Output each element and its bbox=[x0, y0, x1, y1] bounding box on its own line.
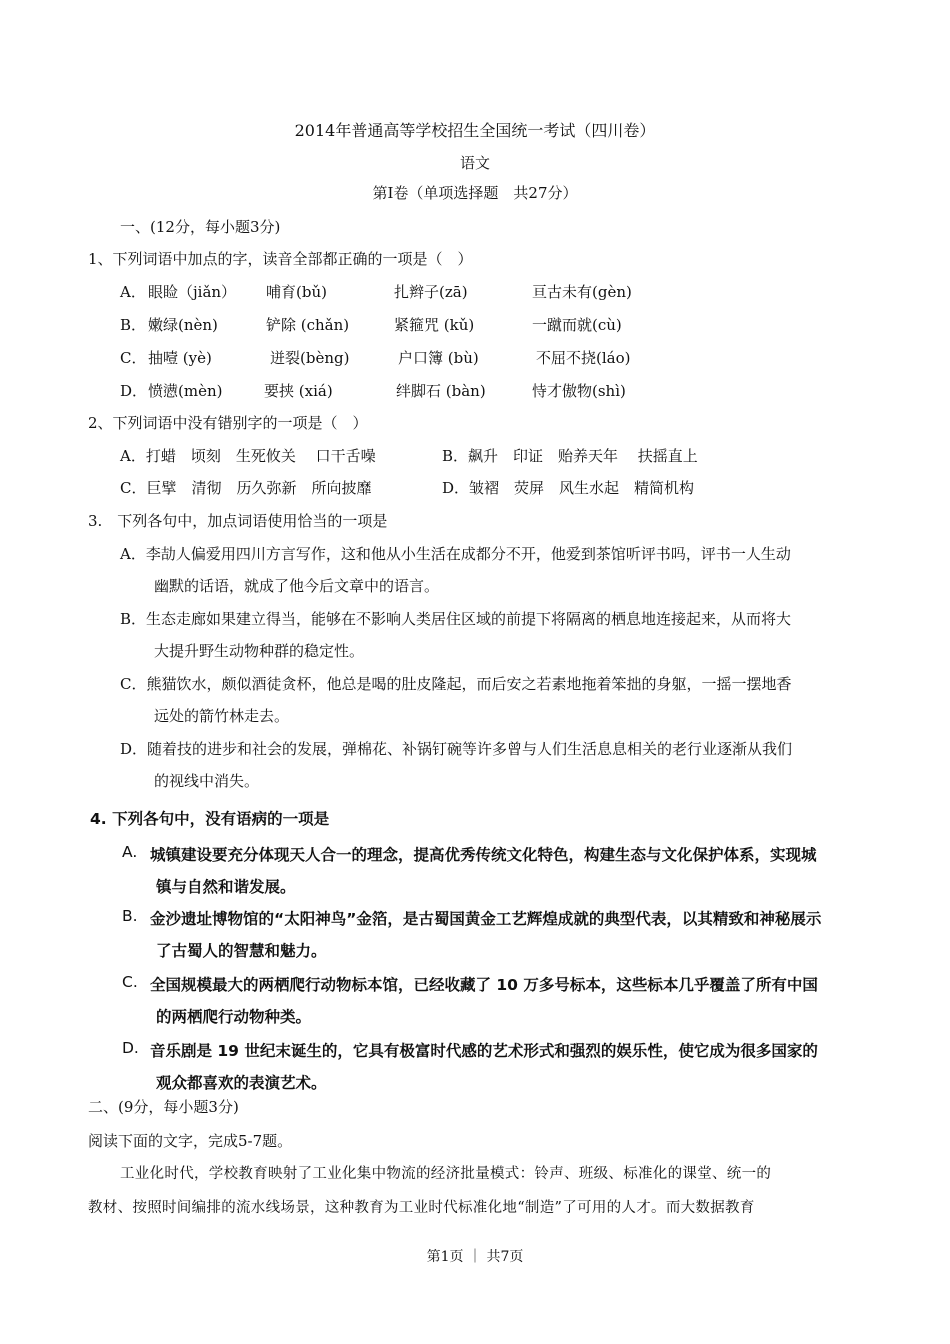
question-4-option-b-line2: 了古蜀人的智慧和魅力。 bbox=[156, 942, 327, 960]
question-4-option-c-label: C. bbox=[122, 973, 138, 991]
question-4-option-c-line1: 全国规模最大的两栖爬行动物标本馆，已经收藏了 10 万多号标本，这些标本几乎覆盖了所有中国 bbox=[150, 976, 818, 994]
option-word: 要挟 (xiá) bbox=[264, 382, 333, 400]
question-2-option-a: A．打蜡 顷刻 生死攸关 口干舌噪 bbox=[120, 447, 376, 465]
question-2-option-c: C．巨擘 清彻 历久弥新 所向披靡 bbox=[120, 479, 372, 497]
subject-title: 语文 bbox=[459, 154, 490, 172]
question-4-option-a-line1: 城镇建设要充分体现天人合一的理念，提高优秀传统文化特色，构建生态与文化保护体系，实现城 bbox=[150, 846, 817, 864]
question-4-option-a-line2: 镇与自然和谐发展。 bbox=[156, 878, 296, 896]
question-4-option-d-label: D. bbox=[122, 1039, 139, 1057]
passage-line-1: 工业化时代，学校教育映射了工业化集中物流的经济批量模式：铃声、班级、标准化的课堂、统一的 bbox=[120, 1166, 772, 1182]
question-4-option-b-line1: 金沙遗址博物馆的“太阳神鸟”金箔，是古蜀国黄金工艺辉煌成就的典型代表，以其精致和神秘展示 bbox=[150, 910, 822, 928]
question-3-stem: 3. 下列各句中，加点词语使用恰当的一项是 bbox=[88, 512, 388, 530]
question-3-option-c-line2: 远处的箭竹林走去。 bbox=[154, 707, 290, 725]
section-2-instruction: 阅读下面的文字，完成5-7题。 bbox=[88, 1132, 293, 1150]
option-word: 嫩绿(nèn) bbox=[148, 316, 218, 334]
page-footer: 第1页 ｜ 共7页 bbox=[426, 1249, 524, 1265]
question-3-option-d-line2: 的视线中消失。 bbox=[154, 772, 260, 790]
option-word: 恃才傲物(shì) bbox=[532, 382, 626, 400]
question-3-option-c-line1: C．熊猫饮水，颇似酒徒贪杯，他总是喝的肚皮隆起，而后安之若素地拖着笨拙的身躯，一摇一摆地香 bbox=[120, 675, 792, 693]
question-1-stem: 1、下列词语中加点的字，读音全部都正确的一项是（ ） bbox=[88, 250, 473, 268]
option-word: 一蹴而就(cù) bbox=[532, 316, 622, 334]
option-word: 户口簿 (bù) bbox=[398, 349, 479, 367]
option-label: B． bbox=[120, 316, 147, 334]
option-label: A． bbox=[120, 283, 146, 301]
option-word: 紧箍咒 (kǔ) bbox=[394, 316, 475, 334]
option-word: 眼睑（jiǎn） bbox=[148, 283, 237, 301]
option-word: 绊脚石 (bàn) bbox=[396, 382, 486, 400]
passage-line-2: 教材、按照时间编排的流水线场景，这种教育为工业时代标准化地“制造”了可用的人才。而大数据教育 bbox=[88, 1200, 755, 1216]
option-word: 迸裂(bèng) bbox=[270, 349, 350, 367]
exam-title: 2014年普通高等学校招生全国统一考试（四川卷） bbox=[294, 121, 656, 140]
question-3-option-b-line1: B．生态走廊如果建立得当，能够在不影响人类居住区域的前提下将隔离的栖息地连接起来，从而将大 bbox=[120, 610, 792, 628]
option-word: 扎辫子(zā) bbox=[394, 283, 468, 301]
question-3-option-d-line1: D．随着技的进步和社会的发展，弹棉花、补锅钉碗等许多曾与人们生活息息相关的老行业逐渐从我们 bbox=[120, 740, 793, 758]
question-2-option-b: B．飙升 印证 贻养天年 扶摇直上 bbox=[442, 447, 698, 465]
option-word: 亘古未有(gèn) bbox=[532, 283, 632, 301]
question-4-option-d-line1: 音乐剧是 19 世纪末诞生的，它具有极富时代感的艺术形式和强烈的娱乐性，使它成为很多国家的 bbox=[150, 1042, 818, 1060]
question-4-option-a-label: A. bbox=[122, 843, 138, 861]
section-2-title: 二、(9分，每小题3分) bbox=[88, 1098, 239, 1116]
question-4-option-d-line2: 观众都喜欢的表演艺术。 bbox=[156, 1074, 327, 1092]
question-2-stem: 2、下列词语中没有错别字的一项是（ ） bbox=[88, 414, 368, 432]
question-3-option-a-line2: 幽默的话语，就成了他今后文章中的语言。 bbox=[154, 577, 440, 595]
question-4-stem: 4. 下列各句中，没有语病的一项是 bbox=[90, 810, 330, 828]
option-label: D． bbox=[120, 382, 148, 400]
option-word: 哺育(bǔ) bbox=[266, 283, 327, 301]
question-4-option-b-label: B. bbox=[122, 907, 138, 925]
part-title: 第Ⅰ卷（单项选择题 共27分） bbox=[372, 184, 578, 202]
question-2-option-d: D．皱褶 荧屏 风生水起 精简机构 bbox=[442, 479, 695, 497]
option-word: 不屈不挠(láo) bbox=[536, 349, 631, 367]
option-label: C． bbox=[120, 349, 147, 367]
option-word: 愤懑(mèn) bbox=[148, 382, 223, 400]
option-word: 抽噎 (yè) bbox=[148, 349, 212, 367]
option-word: 铲除 (chǎn) bbox=[266, 316, 350, 334]
question-3-option-a-line1: A．李劼人偏爱用四川方言写作，这和他从小生活在成都分不开，他爱到茶馆听评书吗，评书一人生动 bbox=[120, 545, 791, 563]
question-3-option-b-line2: 大提升野生动物种群的稳定性。 bbox=[154, 642, 365, 660]
question-4-option-c-line2: 的两栖爬行动物种类。 bbox=[156, 1008, 312, 1026]
section-1-title: 一、(12分，每小题3分) bbox=[120, 218, 281, 236]
